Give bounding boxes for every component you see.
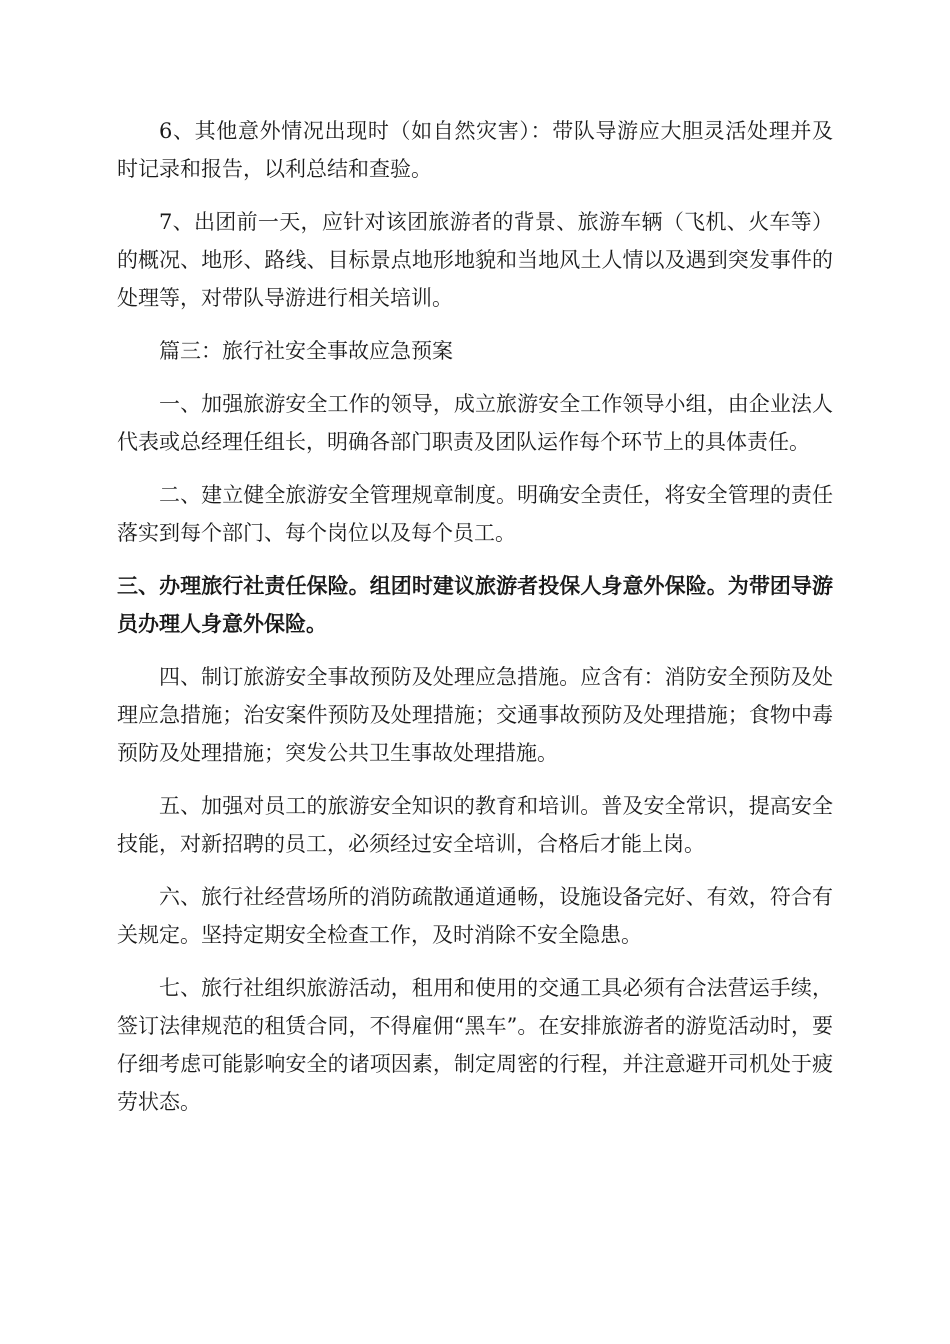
paragraph-item-6: 6、其他意外情况出现时（如自然灾害）：带队导游应大胆灵活处理并及时记录和报告，以利总结和查验。 [117, 119, 833, 181]
paragraph-item-3-bold: 三、办理旅行社责任保险。组团时建议旅游者投保人身意外保险。为带团导游员办理人身意外保险。 [117, 574, 833, 636]
paragraph-item-2: 二、建立健全旅游安全管理规章制度。明确安全责任，将安全管理的责任落实到每个部门、每个岗位以及每个员工。 [117, 483, 833, 545]
paragraph-item-4: 四、制订旅游安全事故预防及处理应急措施。应含有：消防安全预防及处理应急措施；治安案件预防及处理措施；交通事故预防及处理措施；食物中毒预防及处理措施；突发公共卫生事故处理措施。 [117, 665, 833, 765]
paragraph-item-7: 7、出团前一天，应针对该团旅游者的背景、旅游车辆（飞机、火车等）的概况、地形、路线、目标景点地形地貌和当地风土人情以及遇到突发事件的处理等，对带队导游进行相关培训。 [117, 210, 833, 310]
section-heading: 篇三：旅行社安全事故应急预案 [159, 339, 453, 363]
paragraph-item-six: 六、旅行社经营场所的消防疏散通道通畅，设施设备完好、有效，符合有关规定。坚持定期安全检查工作，及时消除不安全隐患。 [117, 885, 833, 947]
paragraph-item-seven: 七、旅行社组织旅游活动，租用和使用的交通工具必须有合法营运手续，签订法律规范的租赁合同，不得雇佣“黑车”。在安排旅游者的游览活动时，要仔细考虑可能影响安全的诸项因素，制定周密的行程，并注意避开司机处于疲劳状态。 [117, 976, 833, 1114]
paragraph-item-5: 五、加强对员工的旅游安全知识的教育和培训。普及安全常识，提高安全技能，对新招聘的员工，必须经过安全培训，合格后才能上岗。 [117, 794, 833, 856]
paragraph-item-1: 一、加强旅游安全工作的领导，成立旅游安全工作领导小组，由企业法人代表或总经理任组长，明确各部门职责及团队运作每个环节上的具体责任。 [117, 392, 833, 454]
document-body [117, 112, 833, 1136]
